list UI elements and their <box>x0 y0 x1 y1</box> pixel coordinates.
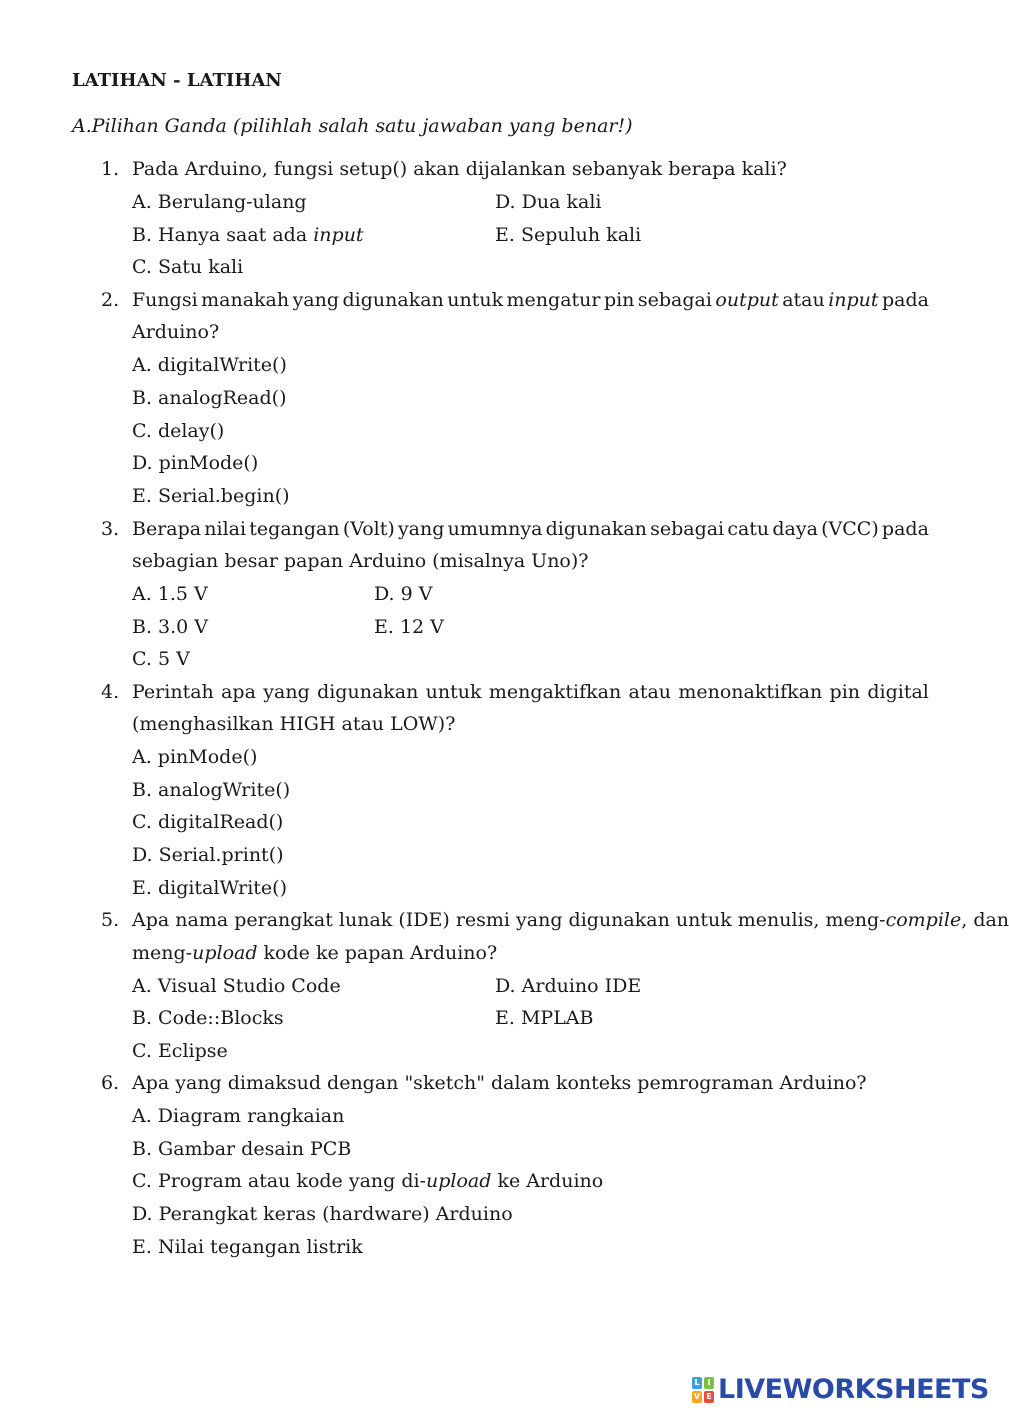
word: (VCC) <box>821 518 879 540</box>
word: pada <box>882 289 929 311</box>
word: digunakan <box>317 681 419 703</box>
word: untuk <box>425 681 482 703</box>
option-c[interactable] <box>132 1168 603 1194</box>
word: yang <box>263 681 310 703</box>
logo-text: LIVEWORKSHEETS <box>718 1374 989 1405</box>
question-text-continued: (menghasilkan HIGH atau LOW)? <box>132 713 456 735</box>
option-c[interactable]: C. Satu kali <box>132 256 244 278</box>
option-c[interactable]: C. Eclipse <box>132 1040 228 1062</box>
word: digital <box>867 681 929 703</box>
option-d[interactable]: D. Perangkat keras (hardware) Arduino <box>132 1203 513 1225</box>
option-e[interactable]: E. Nilai tegangan listrik <box>132 1236 363 1258</box>
word: mengaktifkan <box>488 681 622 703</box>
option-b[interactable]: B. analogWrite() <box>132 779 291 801</box>
word: sebagai <box>650 518 725 540</box>
word: pin <box>603 289 635 311</box>
option-b[interactable]: B. Gambar desain PCB <box>132 1138 352 1160</box>
text: Apa nama perangkat lunak (IDE) resmi yang digunakan untuk menulis, meng- <box>132 909 886 931</box>
text: , dan <box>961 909 1009 931</box>
word-emphasis: output <box>715 289 779 311</box>
option-c[interactable]: C. 5 V <box>132 648 190 670</box>
question-text <box>132 679 929 705</box>
option-e[interactable]: E. 12 V <box>374 616 444 638</box>
logo-tile: E <box>704 1391 714 1403</box>
option-d[interactable]: D. Serial.print() <box>132 844 284 866</box>
text: meng- <box>132 942 193 964</box>
option-d[interactable]: D. 9 V <box>374 583 433 605</box>
question-number: 4. <box>101 681 120 703</box>
question-text: Pada Arduino, fungsi setup() akan dijalankan sebanyak berapa kali? <box>132 158 787 180</box>
option-c[interactable]: C. delay() <box>132 420 225 442</box>
question-text-continued <box>132 940 497 966</box>
question-number: 6. <box>101 1072 120 1094</box>
question-text <box>132 907 1009 933</box>
word-emphasis: input <box>828 289 879 311</box>
question-number: 2. <box>101 289 120 311</box>
word: catu <box>727 518 770 540</box>
question-number: 3. <box>101 518 120 540</box>
word: pin <box>829 681 861 703</box>
word: untuk <box>447 289 504 311</box>
option-d[interactable]: D. Dua kali <box>495 191 602 213</box>
word: manakah <box>201 289 290 311</box>
option-a[interactable]: A. Diagram rangkaian <box>132 1105 345 1127</box>
option-b[interactable]: B. 3.0 V <box>132 616 209 638</box>
option-b[interactable]: B. Code::Blocks <box>132 1007 284 1029</box>
word: menonaktifkan <box>678 681 823 703</box>
word: digunakan <box>342 289 444 311</box>
word: mengatur <box>506 289 601 311</box>
option-e[interactable]: E. digitalWrite() <box>132 877 288 899</box>
liveworksheets-logo <box>692 1374 989 1405</box>
word: yang <box>397 518 445 540</box>
word: nilai <box>204 518 247 540</box>
text: kode ke papan Arduino? <box>257 942 498 964</box>
word: apa <box>221 681 256 703</box>
question-text <box>132 516 929 542</box>
logo-tile: I <box>704 1377 714 1389</box>
word: umumnya <box>447 518 543 540</box>
option-d[interactable]: D. Arduino IDE <box>495 975 642 997</box>
option-e[interactable]: E. Serial.begin() <box>132 485 290 507</box>
text-emphasis: upload <box>192 942 258 964</box>
word: Perintah <box>132 681 214 703</box>
worksheet-title: LATIHAN - LATIHAN <box>72 70 282 91</box>
section-heading: A.Pilihan Ganda (pilihlah salah satu jawaban yang benar!) <box>72 115 633 137</box>
word: daya <box>772 518 818 540</box>
option-b[interactable] <box>132 222 364 248</box>
question-number: 1. <box>101 158 120 180</box>
option-c[interactable]: C. digitalRead() <box>132 811 284 833</box>
word: Fungsi <box>132 289 198 311</box>
word: digunakan <box>545 518 647 540</box>
question-number: 5. <box>101 909 120 931</box>
logo-tiles-icon <box>692 1377 714 1403</box>
word: (Volt) <box>342 518 395 540</box>
option-a[interactable]: A. digitalWrite() <box>132 354 287 376</box>
word: sebagai <box>637 289 712 311</box>
option-b[interactable]: B. analogRead() <box>132 387 287 409</box>
option-text: ke Arduino <box>491 1170 604 1192</box>
word: tegangan <box>249 518 340 540</box>
text-emphasis: compile <box>885 909 962 931</box>
word: atau <box>628 681 672 703</box>
logo-tile: V <box>693 1391 701 1401</box>
option-a[interactable]: A. Visual Studio Code <box>132 975 341 997</box>
word: Berapa <box>132 518 202 540</box>
question-text: Apa yang dimaksud dengan "sketch" dalam konteks pemrograman Arduino? <box>132 1072 867 1094</box>
option-e[interactable]: E. MPLAB <box>495 1007 594 1029</box>
option-text: C. Program atau kode yang di- <box>132 1170 426 1192</box>
option-e[interactable]: E. Sepuluh kali <box>495 224 642 246</box>
logo-tile: L <box>692 1377 702 1389</box>
question-text-continued: sebagian besar papan Arduino (misalnya Uno)? <box>132 550 589 572</box>
word: pada <box>881 518 929 540</box>
word: yang <box>292 289 340 311</box>
option-text: B. Hanya saat ada <box>132 224 314 246</box>
question-text <box>132 287 929 313</box>
option-a[interactable]: A. pinMode() <box>132 746 258 768</box>
question-text-continued: Arduino? <box>132 321 220 343</box>
option-emphasis: upload <box>426 1170 492 1192</box>
word: atau <box>782 289 825 311</box>
option-emphasis: input <box>313 224 364 246</box>
option-a[interactable]: A. Berulang-ulang <box>132 191 307 213</box>
option-a[interactable]: A. 1.5 V <box>132 583 208 605</box>
option-d[interactable]: D. pinMode() <box>132 452 259 474</box>
